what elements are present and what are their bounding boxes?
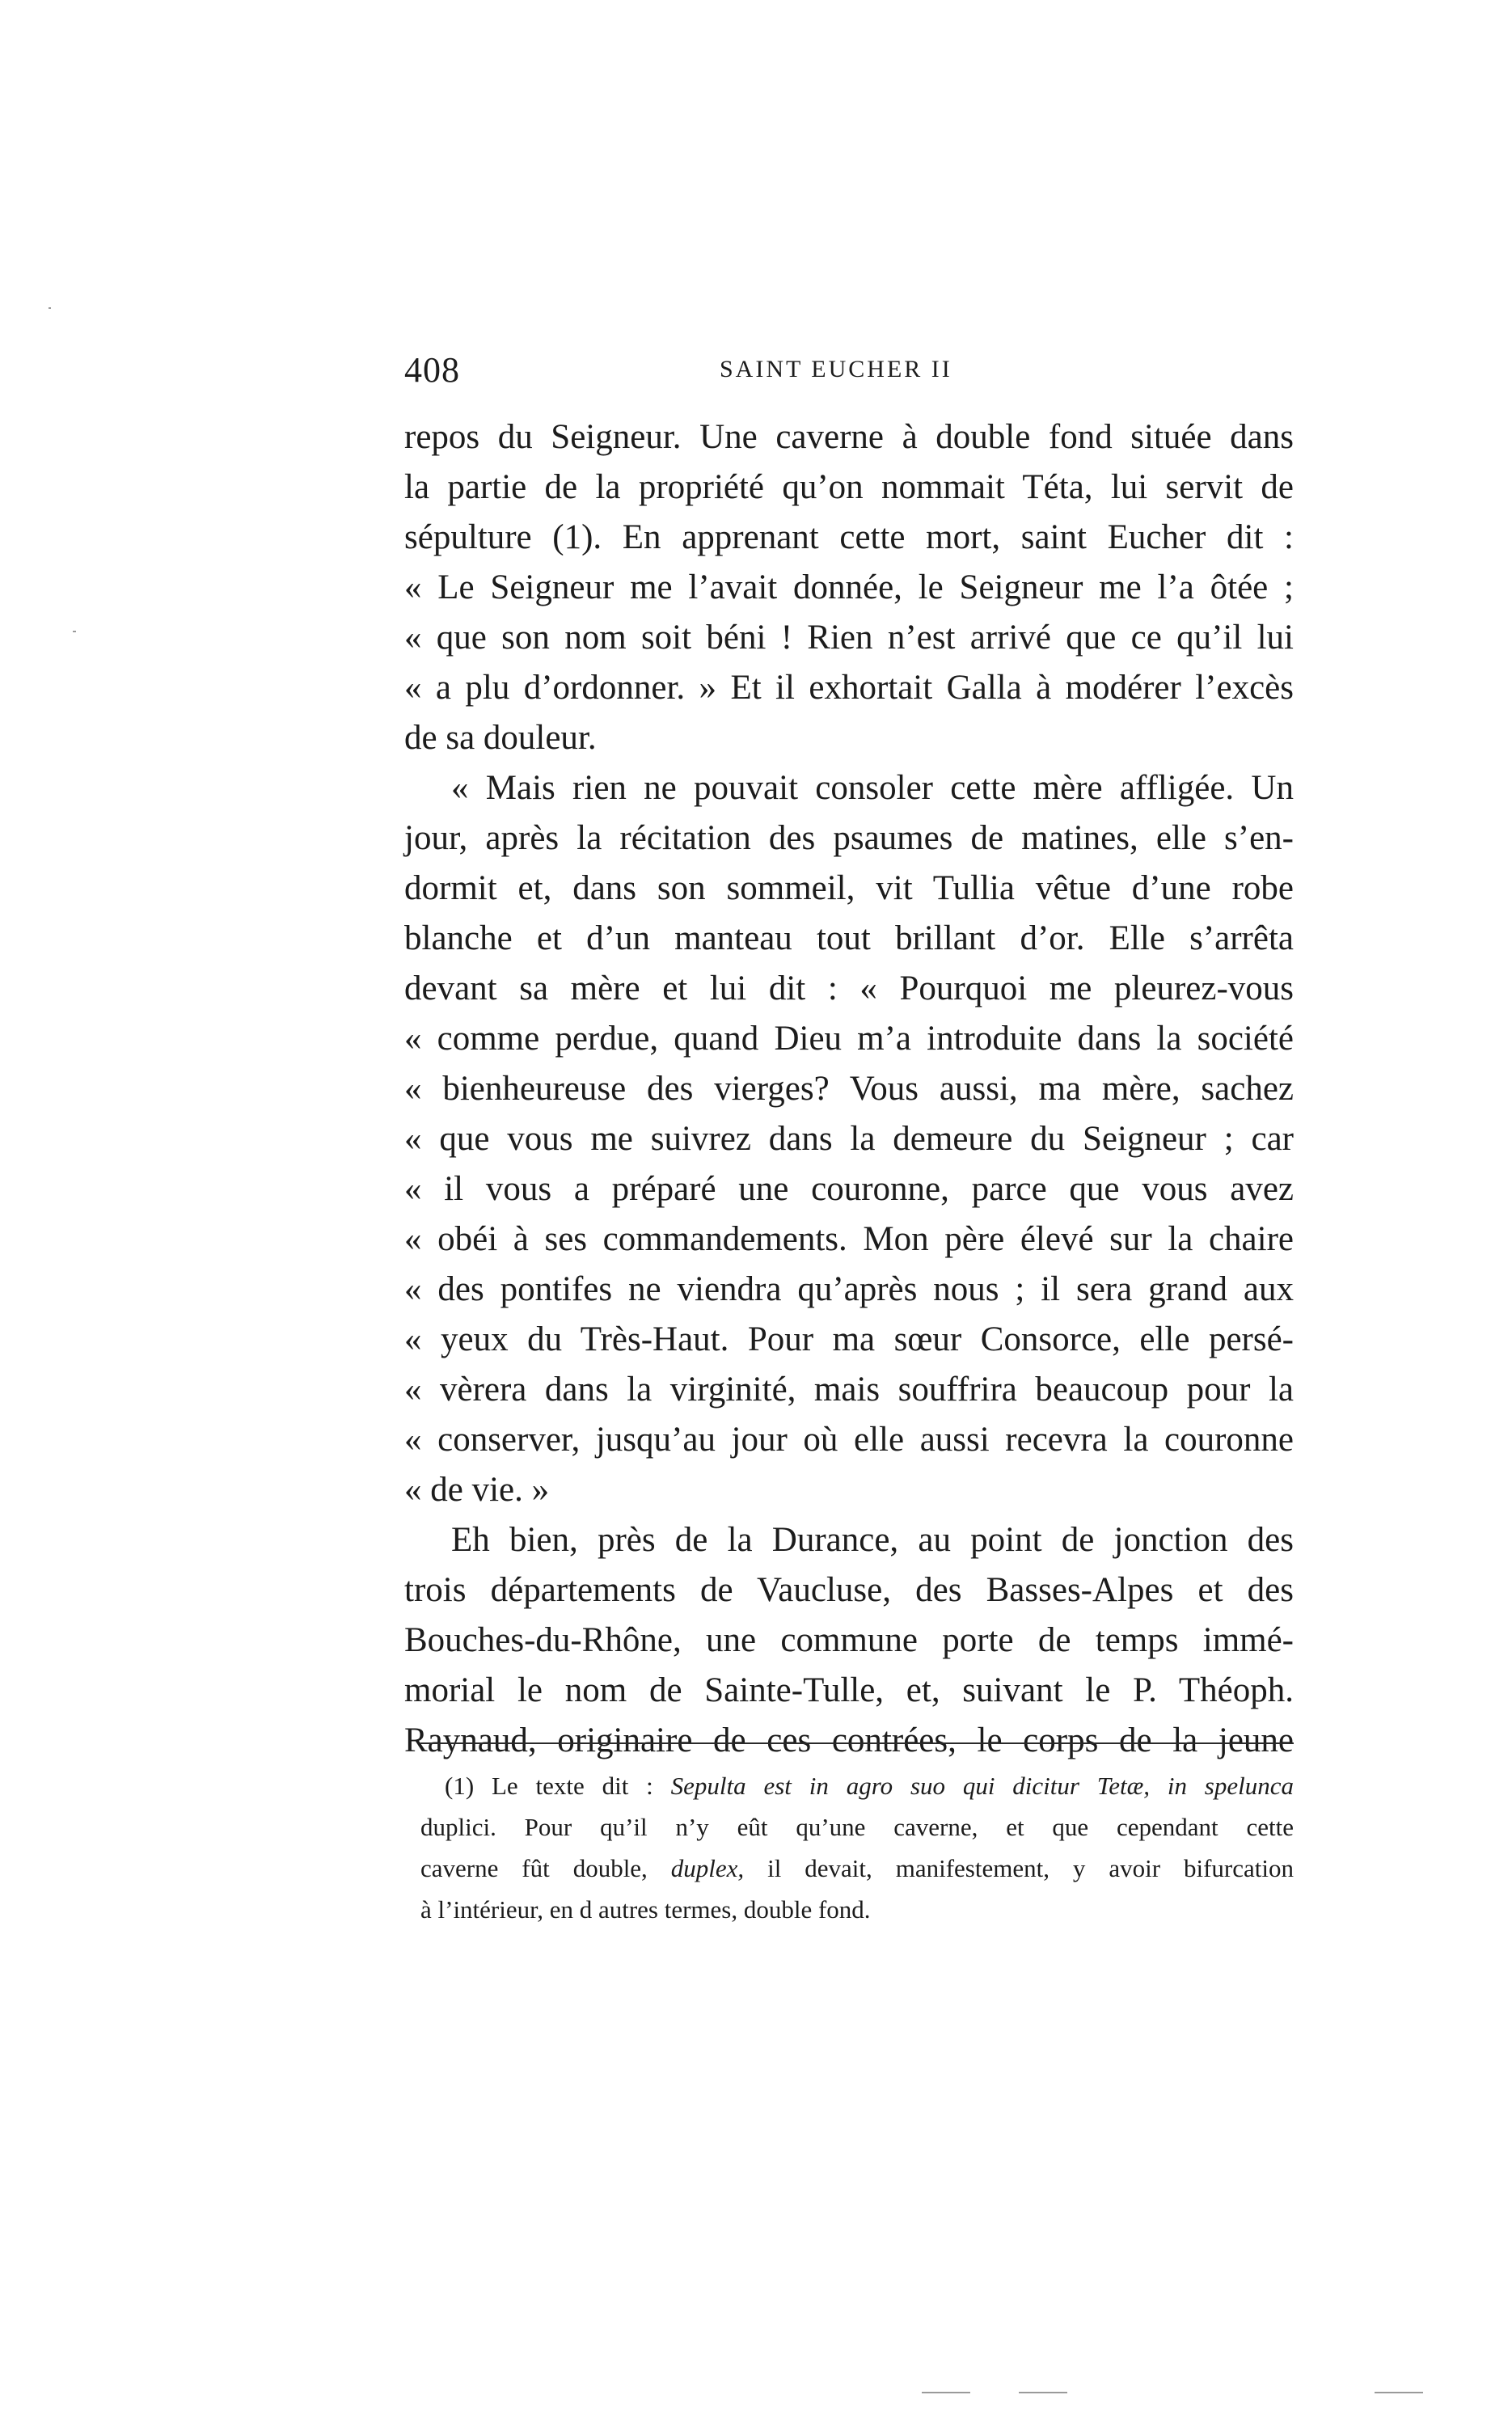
footnote-latin-word: duplex, — [670, 1854, 745, 1882]
scan-speck — [922, 2392, 970, 2393]
footnote-line — [420, 1848, 1294, 1889]
footnote — [420, 1765, 1294, 1930]
page-header — [404, 349, 1294, 398]
text-line: Bouches-du-Rhône, une commune porte de temps immé- — [404, 1621, 1294, 1659]
text-line: repos du Seigneur. Une caverne à double fond située dans — [404, 418, 1294, 456]
text-line: « a plu d’ordonner. » Et il exhortait Galla à modérer l’excès — [404, 669, 1294, 707]
text-line: de sa douleur. — [404, 719, 597, 757]
text-line: blanche et d’un manteau tout brillant d’or. Elle s’arrêta — [404, 919, 1294, 957]
text-line: « que vous me suivrez dans la demeure du Seigneur ; car — [404, 1120, 1294, 1158]
footnote-text: il devait, manifestement, y avoir bifurcation — [744, 1854, 1294, 1882]
footnote-line — [420, 1765, 1294, 1806]
text-line: « obéi à ses commandements. Mon père élevé sur la chaire — [404, 1220, 1294, 1258]
text-line: « comme perdue, quand Dieu m’a introduite dans la société — [404, 1020, 1294, 1058]
text-line: « conserver, jusqu’au jour où elle aussi recevra la couronne — [404, 1421, 1294, 1459]
text-line: « il vous a préparé une couronne, parce que vous avez — [404, 1170, 1294, 1208]
footnote-divider — [420, 1742, 1294, 1744]
text-line: sépulture (1). En apprenant cette mort, saint Eucher dit : — [404, 518, 1294, 556]
text-line: « vèrera dans la virginité, mais souffrira beaucoup pour la — [404, 1371, 1294, 1409]
scan-speck — [1019, 2392, 1067, 2393]
footnote-line: duplici. Pour qu’il n’y eût qu’une caverne, et que cependant cette — [420, 1813, 1294, 1841]
text-line: Eh bien, près de la Durance, au point de jonction des — [451, 1521, 1294, 1559]
text-line: dormit et, dans son sommeil, vit Tullia vêtue d’une robe — [404, 869, 1294, 907]
text-line: la partie de la propriété qu’on nommait Téta, lui servit de — [404, 468, 1294, 506]
text-line: « yeux du Très-Haut. Pour ma sœur Consorce, elle persé- — [404, 1320, 1294, 1358]
text-line: « bienheureuse des vierges? Vous aussi, ma mère, sachez — [404, 1070, 1294, 1108]
footnote-marker: (1) — [445, 1772, 475, 1800]
text-line: « des pontifes ne viendra qu’après nous ; il sera grand aux — [404, 1270, 1294, 1308]
footnote-latin-quote: Sepulta est in agro suo qui dicitur Tetæ, in spelunca — [670, 1772, 1294, 1800]
scan-speck — [1375, 2392, 1423, 2393]
scan-speck — [73, 631, 76, 632]
footnote-text: Le texte dit : — [492, 1772, 671, 1800]
text-line: Raynaud, originaire de ces contrées, le corps de la jeune — [404, 1721, 1294, 1759]
text-line: « de vie. » — [404, 1471, 550, 1509]
page-number: 408 — [404, 350, 460, 390]
main-text — [404, 412, 1294, 1766]
text-line: jour, après la récitation des psaumes de matines, elle s’en- — [404, 819, 1294, 857]
text-line: devant sa mère et lui dit : « Pourquoi me pleurez-vous — [404, 969, 1294, 1007]
scan-speck — [49, 307, 51, 309]
text-line: « Le Seigneur me l’avait donnée, le Seigneur me l’a ôtée ; — [404, 568, 1294, 606]
footnote-line: à l’intérieur, en d autres termes, double fond. — [420, 1895, 871, 1924]
text-line: morial le nom de Sainte-Tulle, et, suivant le P. Théoph. — [404, 1671, 1294, 1709]
footnote-text: caverne fût double, — [420, 1854, 671, 1882]
running-title: SAINT EUCHER II — [720, 356, 952, 382]
text-line: trois départements de Vaucluse, des Basses-Alpes et des — [404, 1571, 1294, 1609]
text-line: « Mais rien ne pouvait consoler cette mère affligée. Un — [451, 769, 1294, 807]
text-line: « que son nom soit béni ! Rien n’est arrivé que ce qu’il lui — [404, 619, 1294, 657]
